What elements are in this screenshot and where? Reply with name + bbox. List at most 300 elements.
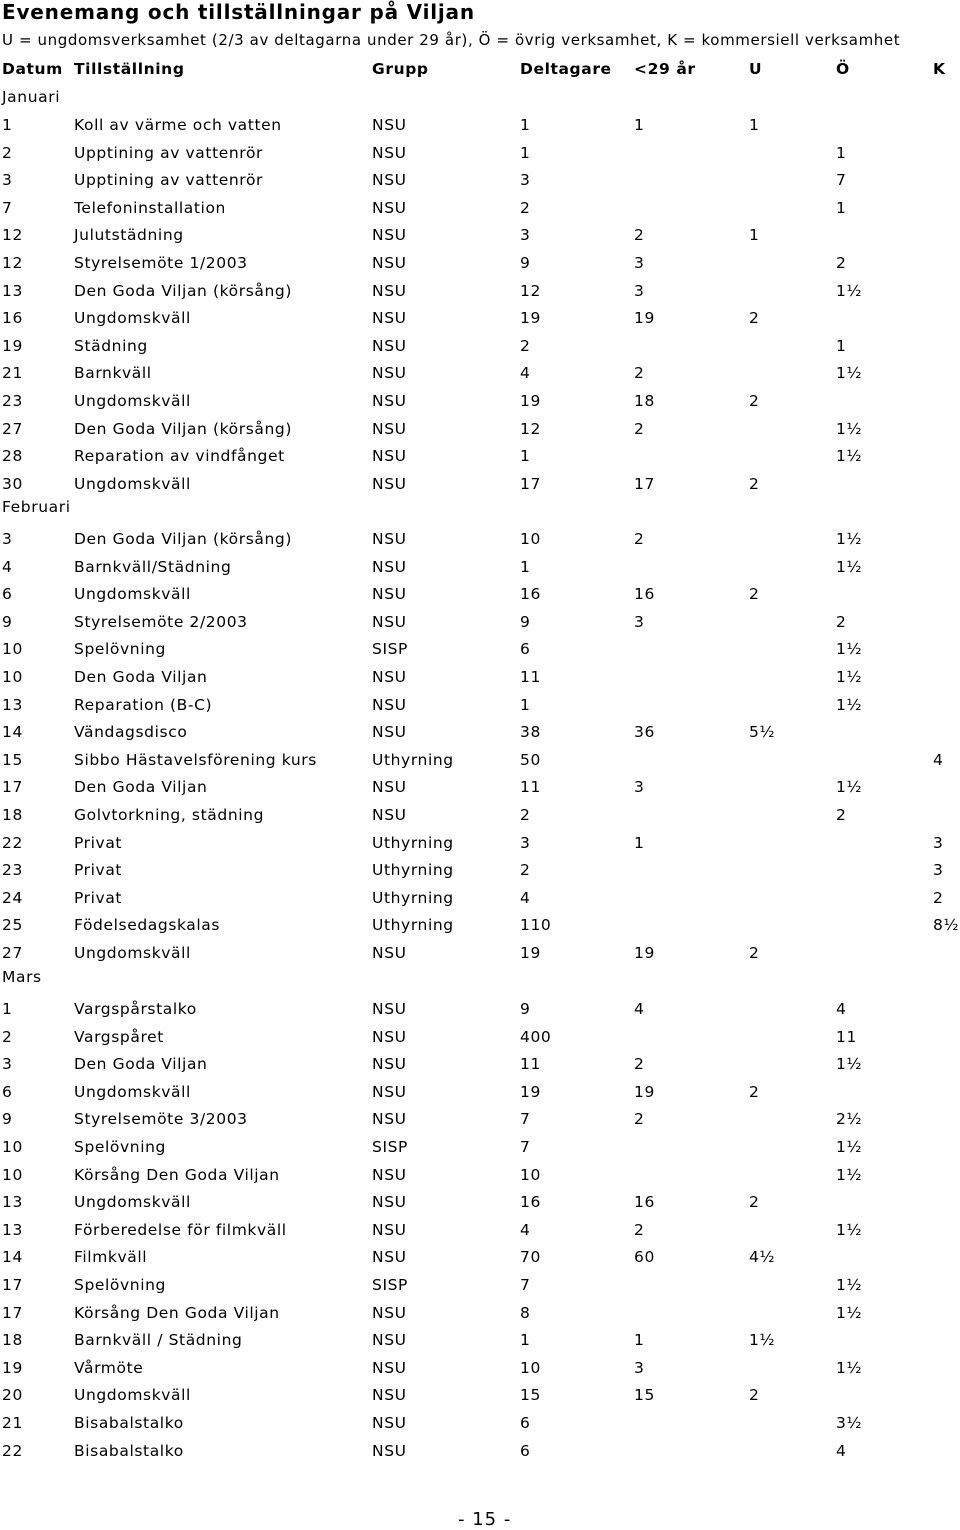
cell-datum: 4 bbox=[2, 558, 13, 576]
cell-grupp: Uthyrning bbox=[372, 751, 454, 769]
cell-deltagare: 12 bbox=[520, 420, 541, 438]
cell-o: 1½ bbox=[836, 420, 863, 438]
cell-event: Privat bbox=[74, 889, 123, 907]
table-row bbox=[0, 199, 960, 221]
cell-event: Styrelsemöte 1/2003 bbox=[74, 254, 248, 272]
cell-deltagare: 2 bbox=[520, 806, 531, 824]
cell-deltagare: 16 bbox=[520, 585, 541, 603]
cell-event: Reparation av vindfånget bbox=[74, 447, 285, 465]
cell-o: 2½ bbox=[836, 1110, 863, 1128]
cell-datum: 13 bbox=[2, 1193, 23, 1211]
cell-grupp: NSU bbox=[372, 144, 407, 162]
cell-o: 1 bbox=[836, 199, 847, 217]
cell-event: Barnkväll/Städning bbox=[74, 558, 232, 576]
header-u: U bbox=[749, 60, 763, 78]
table-row bbox=[0, 144, 960, 166]
cell-grupp: Uthyrning bbox=[372, 889, 454, 907]
cell-grupp: NSU bbox=[372, 806, 407, 824]
cell-datum: 21 bbox=[2, 1414, 23, 1432]
table-row bbox=[0, 282, 960, 304]
cell-datum: 12 bbox=[2, 226, 23, 244]
cell-datum: 12 bbox=[2, 254, 23, 272]
cell-event: Ungdomskväll bbox=[74, 1193, 191, 1211]
table-row bbox=[0, 585, 960, 607]
cell-grupp: NSU bbox=[372, 613, 407, 631]
cell-deltagare: 6 bbox=[520, 640, 531, 658]
cell-event: Telefoninstallation bbox=[74, 199, 226, 217]
cell-event: Den Goda Viljan (körsång) bbox=[74, 530, 293, 548]
header-deltagare: Deltagare bbox=[520, 60, 612, 78]
cell-event: Privat bbox=[74, 861, 123, 879]
cell-under29: 16 bbox=[634, 1193, 655, 1211]
cell-grupp: NSU bbox=[372, 1442, 407, 1460]
cell-event: Ungdomskväll bbox=[74, 392, 191, 410]
cell-o: 1½ bbox=[836, 1166, 863, 1184]
cell-o: 1½ bbox=[836, 640, 863, 658]
table-row bbox=[0, 337, 960, 359]
cell-deltagare: 7 bbox=[520, 1110, 531, 1128]
cell-event: Spelövning bbox=[74, 1138, 166, 1156]
page-number: - 15 - bbox=[458, 1509, 512, 1530]
cell-grupp: NSU bbox=[372, 309, 407, 327]
cell-event: Barnkväll / Städning bbox=[74, 1331, 243, 1349]
cell-grupp: SISP bbox=[372, 640, 408, 658]
cell-under29: 3 bbox=[634, 778, 645, 796]
cell-event: Reparation (B-C) bbox=[74, 696, 213, 714]
cell-grupp: NSU bbox=[372, 558, 407, 576]
cell-deltagare: 9 bbox=[520, 254, 531, 272]
cell-datum: 15 bbox=[2, 751, 23, 769]
cell-deltagare: 6 bbox=[520, 1414, 531, 1432]
cell-grupp: NSU bbox=[372, 1331, 407, 1349]
table-row bbox=[0, 1055, 960, 1077]
table-row bbox=[0, 420, 960, 442]
table-row bbox=[0, 309, 960, 331]
cell-datum: 2 bbox=[2, 144, 13, 162]
cell-o: 1½ bbox=[836, 447, 863, 465]
cell-grupp: NSU bbox=[372, 392, 407, 410]
cell-o: 1½ bbox=[836, 778, 863, 796]
cell-deltagare: 10 bbox=[520, 1166, 541, 1184]
cell-event: Barnkväll bbox=[74, 364, 152, 382]
cell-datum: 10 bbox=[2, 1138, 23, 1156]
cell-deltagare: 11 bbox=[520, 1055, 541, 1073]
cell-event: Upptining av vattenrör bbox=[74, 171, 263, 189]
cell-o: 1½ bbox=[836, 558, 863, 576]
cell-deltagare: 1 bbox=[520, 447, 531, 465]
cell-grupp: NSU bbox=[372, 696, 407, 714]
cell-event: Körsång Den Goda Viljan bbox=[74, 1304, 280, 1322]
cell-grupp: Uthyrning bbox=[372, 861, 454, 879]
cell-o: 11 bbox=[836, 1028, 857, 1046]
cell-under29: 60 bbox=[634, 1248, 655, 1266]
cell-u: 2 bbox=[749, 1386, 760, 1404]
cell-datum: 3 bbox=[2, 171, 13, 189]
cell-deltagare: 1 bbox=[520, 144, 531, 162]
header-event: Tillställning bbox=[74, 60, 185, 78]
cell-grupp: NSU bbox=[372, 282, 407, 300]
cell-o: 1½ bbox=[836, 1221, 863, 1239]
cell-k: 8½ bbox=[933, 916, 960, 934]
cell-deltagare: 1 bbox=[520, 1331, 531, 1349]
cell-event: Den Goda Viljan (körsång) bbox=[74, 420, 293, 438]
cell-grupp: NSU bbox=[372, 337, 407, 355]
cell-under29: 19 bbox=[634, 309, 655, 327]
page-title: Evenemang och tillställningar på Viljan bbox=[2, 0, 475, 24]
cell-o: 1½ bbox=[836, 1276, 863, 1294]
table-row bbox=[0, 1304, 960, 1326]
cell-u: 2 bbox=[749, 392, 760, 410]
cell-datum: 22 bbox=[2, 834, 23, 852]
cell-deltagare: 9 bbox=[520, 1000, 531, 1018]
month-februari: Februari bbox=[2, 498, 71, 516]
cell-deltagare: 7 bbox=[520, 1276, 531, 1294]
cell-o: 2 bbox=[836, 806, 847, 824]
table-row bbox=[0, 1386, 960, 1408]
cell-datum: 18 bbox=[2, 806, 23, 824]
cell-deltagare: 11 bbox=[520, 668, 541, 686]
table-row bbox=[0, 364, 960, 386]
cell-deltagare: 19 bbox=[520, 309, 541, 327]
cell-grupp: NSU bbox=[372, 1083, 407, 1101]
cell-datum: 17 bbox=[2, 1276, 23, 1294]
cell-datum: 13 bbox=[2, 696, 23, 714]
month-januari: Januari bbox=[2, 88, 61, 106]
cell-under29: 1 bbox=[634, 116, 645, 134]
cell-u: 2 bbox=[749, 944, 760, 962]
cell-deltagare: 2 bbox=[520, 337, 531, 355]
table-row bbox=[0, 447, 960, 469]
table-row bbox=[0, 751, 960, 773]
table-row bbox=[0, 778, 960, 800]
cell-datum: 1 bbox=[2, 116, 13, 134]
cell-u: 1 bbox=[749, 116, 760, 134]
cell-event: Den Goda Viljan (körsång) bbox=[74, 282, 293, 300]
cell-under29: 19 bbox=[634, 944, 655, 962]
cell-datum: 3 bbox=[2, 1055, 13, 1073]
cell-deltagare: 110 bbox=[520, 916, 552, 934]
cell-o: 2 bbox=[836, 254, 847, 272]
cell-event: Städning bbox=[74, 337, 148, 355]
cell-datum: 25 bbox=[2, 916, 23, 934]
cell-grupp: NSU bbox=[372, 1304, 407, 1322]
cell-datum: 10 bbox=[2, 1166, 23, 1184]
cell-grupp: NSU bbox=[372, 1248, 407, 1266]
cell-event: Koll av värme och vatten bbox=[74, 116, 282, 134]
cell-event: Vargspåret bbox=[74, 1028, 164, 1046]
cell-event: Körsång Den Goda Viljan bbox=[74, 1166, 280, 1184]
cell-o: 1½ bbox=[836, 668, 863, 686]
cell-deltagare: 4 bbox=[520, 889, 531, 907]
cell-event: Spelövning bbox=[74, 1276, 166, 1294]
cell-deltagare: 7 bbox=[520, 1138, 531, 1156]
cell-event: Upptining av vattenrör bbox=[74, 144, 263, 162]
cell-u: 1 bbox=[749, 226, 760, 244]
cell-under29: 36 bbox=[634, 723, 655, 741]
table-row bbox=[0, 1221, 960, 1243]
cell-datum: 22 bbox=[2, 1442, 23, 1460]
table-row bbox=[0, 1138, 960, 1160]
cell-under29: 2 bbox=[634, 1110, 645, 1128]
cell-under29: 16 bbox=[634, 585, 655, 603]
cell-grupp: NSU bbox=[372, 1193, 407, 1211]
table-row bbox=[0, 254, 960, 276]
cell-o: 2 bbox=[836, 613, 847, 631]
cell-datum: 13 bbox=[2, 282, 23, 300]
cell-o: 3½ bbox=[836, 1414, 863, 1432]
cell-grupp: NSU bbox=[372, 1221, 407, 1239]
cell-grupp: NSU bbox=[372, 226, 407, 244]
cell-u: 2 bbox=[749, 1083, 760, 1101]
cell-deltagare: 16 bbox=[520, 1193, 541, 1211]
cell-grupp: NSU bbox=[372, 420, 407, 438]
cell-event: Bisabalstalko bbox=[74, 1442, 184, 1460]
cell-event: Sibbo Hästavelsförening kurs bbox=[74, 751, 317, 769]
cell-event: Vårmöte bbox=[74, 1359, 144, 1377]
table-row bbox=[0, 116, 960, 138]
cell-datum: 30 bbox=[2, 475, 23, 493]
table-row bbox=[0, 944, 960, 966]
cell-grupp: NSU bbox=[372, 1000, 407, 1018]
table-row bbox=[0, 1110, 960, 1132]
cell-event: Ungdomskväll bbox=[74, 475, 191, 493]
cell-u: 2 bbox=[749, 1193, 760, 1211]
cell-deltagare: 3 bbox=[520, 171, 531, 189]
cell-grupp: NSU bbox=[372, 364, 407, 382]
table-row bbox=[0, 640, 960, 662]
cell-grupp: SISP bbox=[372, 1138, 408, 1156]
cell-event: Förberedelse för filmkväll bbox=[74, 1221, 287, 1239]
cell-deltagare: 1 bbox=[520, 116, 531, 134]
header-under29: <29 år bbox=[634, 60, 696, 78]
cell-o: 1½ bbox=[836, 696, 863, 714]
table-row bbox=[0, 861, 960, 883]
cell-grupp: NSU bbox=[372, 199, 407, 217]
cell-o: 4 bbox=[836, 1442, 847, 1460]
cell-under29: 2 bbox=[634, 420, 645, 438]
cell-event: Den Goda Viljan bbox=[74, 778, 208, 796]
cell-k: 2 bbox=[933, 889, 944, 907]
cell-event: Vändagsdisco bbox=[74, 723, 188, 741]
cell-deltagare: 2 bbox=[520, 861, 531, 879]
cell-under29: 1 bbox=[634, 834, 645, 852]
cell-deltagare: 10 bbox=[520, 530, 541, 548]
cell-datum: 17 bbox=[2, 778, 23, 796]
cell-event: Bisabalstalko bbox=[74, 1414, 184, 1432]
cell-k: 3 bbox=[933, 861, 944, 879]
cell-o: 1½ bbox=[836, 1138, 863, 1156]
cell-grupp: NSU bbox=[372, 1359, 407, 1377]
cell-k: 3 bbox=[933, 834, 944, 852]
cell-under29: 2 bbox=[634, 530, 645, 548]
cell-datum: 10 bbox=[2, 668, 23, 686]
cell-o: 4 bbox=[836, 1000, 847, 1018]
cell-event: Ungdomskväll bbox=[74, 944, 191, 962]
cell-deltagare: 3 bbox=[520, 834, 531, 852]
cell-o: 7 bbox=[836, 171, 847, 189]
cell-datum: 3 bbox=[2, 530, 13, 548]
table-header bbox=[0, 60, 960, 82]
cell-datum: 1 bbox=[2, 1000, 13, 1018]
table-row bbox=[0, 834, 960, 856]
cell-deltagare: 1 bbox=[520, 558, 531, 576]
cell-event: Julutstädning bbox=[74, 226, 184, 244]
table-row bbox=[0, 668, 960, 690]
table-row bbox=[0, 613, 960, 635]
table-row bbox=[0, 723, 960, 745]
cell-u: 5½ bbox=[749, 723, 776, 741]
cell-datum: 21 bbox=[2, 364, 23, 382]
cell-grupp: NSU bbox=[372, 1414, 407, 1432]
cell-u: 1½ bbox=[749, 1331, 776, 1349]
table-row bbox=[0, 889, 960, 911]
cell-event: Ungdomskväll bbox=[74, 585, 191, 603]
cell-deltagare: 6 bbox=[520, 1442, 531, 1460]
cell-o: 1½ bbox=[836, 1304, 863, 1322]
cell-datum: 14 bbox=[2, 1248, 23, 1266]
cell-under29: 17 bbox=[634, 475, 655, 493]
cell-deltagare: 38 bbox=[520, 723, 541, 741]
cell-event: Den Goda Viljan bbox=[74, 668, 208, 686]
cell-grupp: NSU bbox=[372, 723, 407, 741]
cell-o: 1 bbox=[836, 337, 847, 355]
cell-event: Ungdomskväll bbox=[74, 309, 191, 327]
cell-u: 2 bbox=[749, 475, 760, 493]
cell-event: Födelsedagskalas bbox=[74, 916, 221, 934]
table-row bbox=[0, 1083, 960, 1105]
cell-under29: 3 bbox=[634, 282, 645, 300]
cell-under29: 3 bbox=[634, 613, 645, 631]
cell-event: Golvtorkning, städning bbox=[74, 806, 265, 824]
cell-under29: 18 bbox=[634, 392, 655, 410]
header-datum: Datum bbox=[2, 60, 63, 78]
cell-event: Filmkväll bbox=[74, 1248, 148, 1266]
table-row bbox=[0, 806, 960, 828]
table-row bbox=[0, 171, 960, 193]
cell-deltagare: 50 bbox=[520, 751, 541, 769]
cell-grupp: NSU bbox=[372, 1110, 407, 1128]
legend-text: U = ungdomsverksamhet (2/3 av deltagarna under 29 år), Ö = övrig verksamhet, K = kommersiell verksamhet bbox=[2, 31, 901, 49]
table-row bbox=[0, 1166, 960, 1188]
cell-deltagare: 19 bbox=[520, 392, 541, 410]
cell-datum: 10 bbox=[2, 640, 23, 658]
cell-grupp: NSU bbox=[372, 171, 407, 189]
cell-deltagare: 11 bbox=[520, 778, 541, 796]
cell-datum: 6 bbox=[2, 585, 13, 603]
table-row bbox=[0, 696, 960, 718]
cell-deltagare: 10 bbox=[520, 1359, 541, 1377]
cell-grupp: NSU bbox=[372, 254, 407, 272]
cell-grupp: NSU bbox=[372, 1166, 407, 1184]
table-row bbox=[0, 530, 960, 552]
table-row bbox=[0, 1442, 960, 1464]
cell-datum: 2 bbox=[2, 1028, 13, 1046]
cell-under29: 4 bbox=[634, 1000, 645, 1018]
cell-event: Styrelsemöte 2/2003 bbox=[74, 613, 248, 631]
cell-event: Ungdomskväll bbox=[74, 1083, 191, 1101]
table-row bbox=[0, 916, 960, 938]
cell-datum: 9 bbox=[2, 613, 13, 631]
cell-grupp: NSU bbox=[372, 475, 407, 493]
cell-deltagare: 400 bbox=[520, 1028, 552, 1046]
cell-grupp: NSU bbox=[372, 668, 407, 686]
cell-deltagare: 9 bbox=[520, 613, 531, 631]
cell-under29: 15 bbox=[634, 1386, 655, 1404]
cell-under29: 19 bbox=[634, 1083, 655, 1101]
cell-datum: 13 bbox=[2, 1221, 23, 1239]
cell-datum: 17 bbox=[2, 1304, 23, 1322]
cell-datum: 6 bbox=[2, 1083, 13, 1101]
cell-k: 4 bbox=[933, 751, 944, 769]
cell-o: 1½ bbox=[836, 364, 863, 382]
table-row bbox=[0, 392, 960, 414]
cell-datum: 14 bbox=[2, 723, 23, 741]
cell-deltagare: 3 bbox=[520, 226, 531, 244]
cell-datum: 23 bbox=[2, 861, 23, 879]
header-o: Ö bbox=[836, 60, 850, 78]
table-row bbox=[0, 1000, 960, 1022]
cell-deltagare: 2 bbox=[520, 199, 531, 217]
cell-grupp: SISP bbox=[372, 1276, 408, 1294]
cell-deltagare: 1 bbox=[520, 696, 531, 714]
cell-datum: 19 bbox=[2, 1359, 23, 1377]
cell-grupp: NSU bbox=[372, 1028, 407, 1046]
table-row bbox=[0, 1276, 960, 1298]
cell-deltagare: 70 bbox=[520, 1248, 541, 1266]
table-row bbox=[0, 1193, 960, 1215]
cell-datum: 24 bbox=[2, 889, 23, 907]
table-row bbox=[0, 1248, 960, 1270]
cell-o: 1½ bbox=[836, 530, 863, 548]
cell-deltagare: 19 bbox=[520, 944, 541, 962]
cell-event: Vargspårstalko bbox=[74, 1000, 197, 1018]
cell-o: 1½ bbox=[836, 1359, 863, 1377]
cell-grupp: NSU bbox=[372, 944, 407, 962]
cell-event: Ungdomskväll bbox=[74, 1386, 191, 1404]
cell-datum: 19 bbox=[2, 337, 23, 355]
cell-datum: 28 bbox=[2, 447, 23, 465]
cell-grupp: NSU bbox=[372, 778, 407, 796]
header-k: K bbox=[933, 60, 946, 78]
cell-grupp: NSU bbox=[372, 585, 407, 603]
header-grupp: Grupp bbox=[372, 60, 429, 78]
table-row bbox=[0, 1028, 960, 1050]
table-row bbox=[0, 558, 960, 580]
cell-under29: 3 bbox=[634, 254, 645, 272]
cell-under29: 2 bbox=[634, 364, 645, 382]
cell-under29: 2 bbox=[634, 1221, 645, 1239]
cell-datum: 16 bbox=[2, 309, 23, 327]
cell-o: 1½ bbox=[836, 282, 863, 300]
cell-event: Privat bbox=[74, 834, 123, 852]
cell-under29: 3 bbox=[634, 1359, 645, 1377]
table-row bbox=[0, 475, 960, 497]
cell-o: 1½ bbox=[836, 1055, 863, 1073]
cell-grupp: NSU bbox=[372, 1055, 407, 1073]
cell-o: 1 bbox=[836, 144, 847, 162]
cell-datum: 7 bbox=[2, 199, 13, 217]
cell-grupp: Uthyrning bbox=[372, 916, 454, 934]
cell-event: Spelövning bbox=[74, 640, 166, 658]
cell-u: 2 bbox=[749, 309, 760, 327]
cell-u: 2 bbox=[749, 585, 760, 603]
table-row bbox=[0, 1414, 960, 1436]
cell-grupp: NSU bbox=[372, 447, 407, 465]
table-row bbox=[0, 1331, 960, 1353]
cell-grupp: Uthyrning bbox=[372, 834, 454, 852]
cell-datum: 27 bbox=[2, 420, 23, 438]
cell-deltagare: 17 bbox=[520, 475, 541, 493]
